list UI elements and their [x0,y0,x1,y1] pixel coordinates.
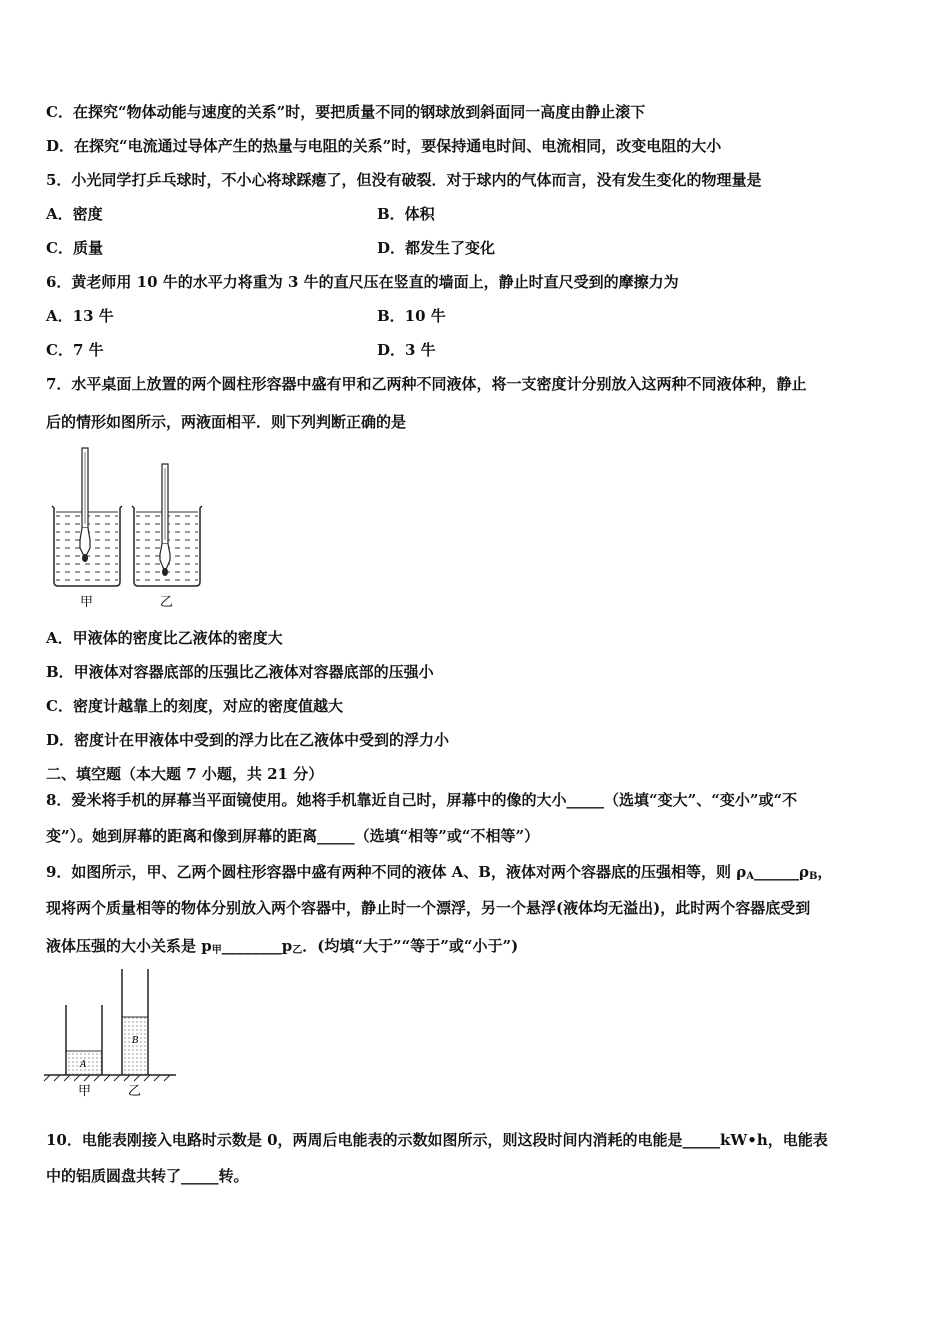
liquid-a-label: A [80,1060,87,1070]
q7-option-c: C．密度计越靠上的刻度，对应的密度值越大 [46,697,343,715]
fig-label-jia-2: 甲 [78,1084,92,1099]
fig-label-yi-2: 乙 [128,1084,142,1099]
q6-stem: 6．黄老师用 10 牛的水平力将重为 3 牛的直尺压在竖直的墙面上，静止时直尺受到的摩擦力为 [46,273,679,291]
q5-stem: 5．小光同学打乒乓球时，不小心将球踩瘪了，但没有破裂．对于球内的气体而言，没有发生变化的物理量是 [46,171,762,189]
q5-option-c: C．质量 [46,239,103,257]
q9-line1: 9．如图所示，甲、乙两个圆柱形容器中盛有两种不同的液体 A、B，液体对两个容器底的压强相等，则 $\rho_A\_\_\_\_\_\_\rho_B$， [46,863,833,882]
containers-figure [40,965,180,1100]
q5-option-d: D．都发生了变化 [377,239,496,257]
container-yi [122,969,148,1075]
q6-option-a: A．13 牛 [46,307,114,325]
q7-stem-line1: 7．水平桌面上放置的两个圆柱形容器中盛有甲和乙两种不同液体，将一支密度计分别放入这两种不同液体种，静止 [46,375,807,393]
q8-line1: 8．爱米将手机的屏幕当平面镜使用。她将手机靠近自己时，屏幕中的像的大小_____（选填“变大”、“变小”或“不 [46,791,798,809]
container-jia [66,1005,102,1075]
q10-line2: 中的铝质圆盘共转了_____转。 [46,1167,249,1185]
q5-option-a: A．密度 [46,205,103,223]
q7-option-b: B．甲液体对容器底部的压强比乙液体对容器底部的压强小 [46,663,434,681]
hydrometer-figure [44,440,214,615]
q10-line1: 10．电能表刚接入电路时示数是 0，两周后电能表的示数如图所示，则这段时间内消耗的电能是_____kW•h，电能表 [46,1131,828,1149]
q9-line2: 现将两个质量相等的物体分别放入两个容器中，静止时一个漂浮，另一个悬浮(液体均无溢出)，此时两个容器底受到 [46,899,811,917]
q8-line2: 变”）。她到屏幕的距离和像到屏幕的距离_____（选填“相等”或“不相等”） [46,827,540,845]
q9-line3: 液体压强的大小关系是 $p_甲\_\_\_\_\_\_\_\_p_乙$．(均填“大于”“等于”或“小于”) [46,937,519,956]
fig-label-jia: 甲 [80,595,94,610]
beaker-b [132,464,202,586]
q5-option-b: B．体积 [377,205,435,223]
liquid-b-label: B [132,1036,139,1046]
q7-option-d: D．密度计在甲液体中受到的浮力比在乙液体中受到的浮力小 [46,731,450,749]
q6-option-c: C．7 牛 [46,341,104,359]
q4-option-c: C．在探究“物体动能与速度的关系”时，要把质量不同的钢球放到斜面同一高度由静止滚下 [46,103,646,121]
beaker-a [52,448,122,586]
fig-label-yi: 乙 [160,595,174,610]
section-title: 二、填空题（本大题 7 小题，共 21 分） [46,765,324,783]
q4-option-d: D．在探究“电流通过导体产生的热量与电阻的关系”时，要保持通电时间、电流相同，改变电阻的大小 [46,137,722,155]
q6-option-d: D．3 牛 [377,341,436,359]
q7-option-a: A．甲液体的密度比乙液体的密度大 [46,629,283,647]
q7-stem-line2: 后的情形如图所示，两液面相平．则下列判断正确的是 [46,413,407,431]
q6-option-b: B．10 牛 [377,307,446,325]
